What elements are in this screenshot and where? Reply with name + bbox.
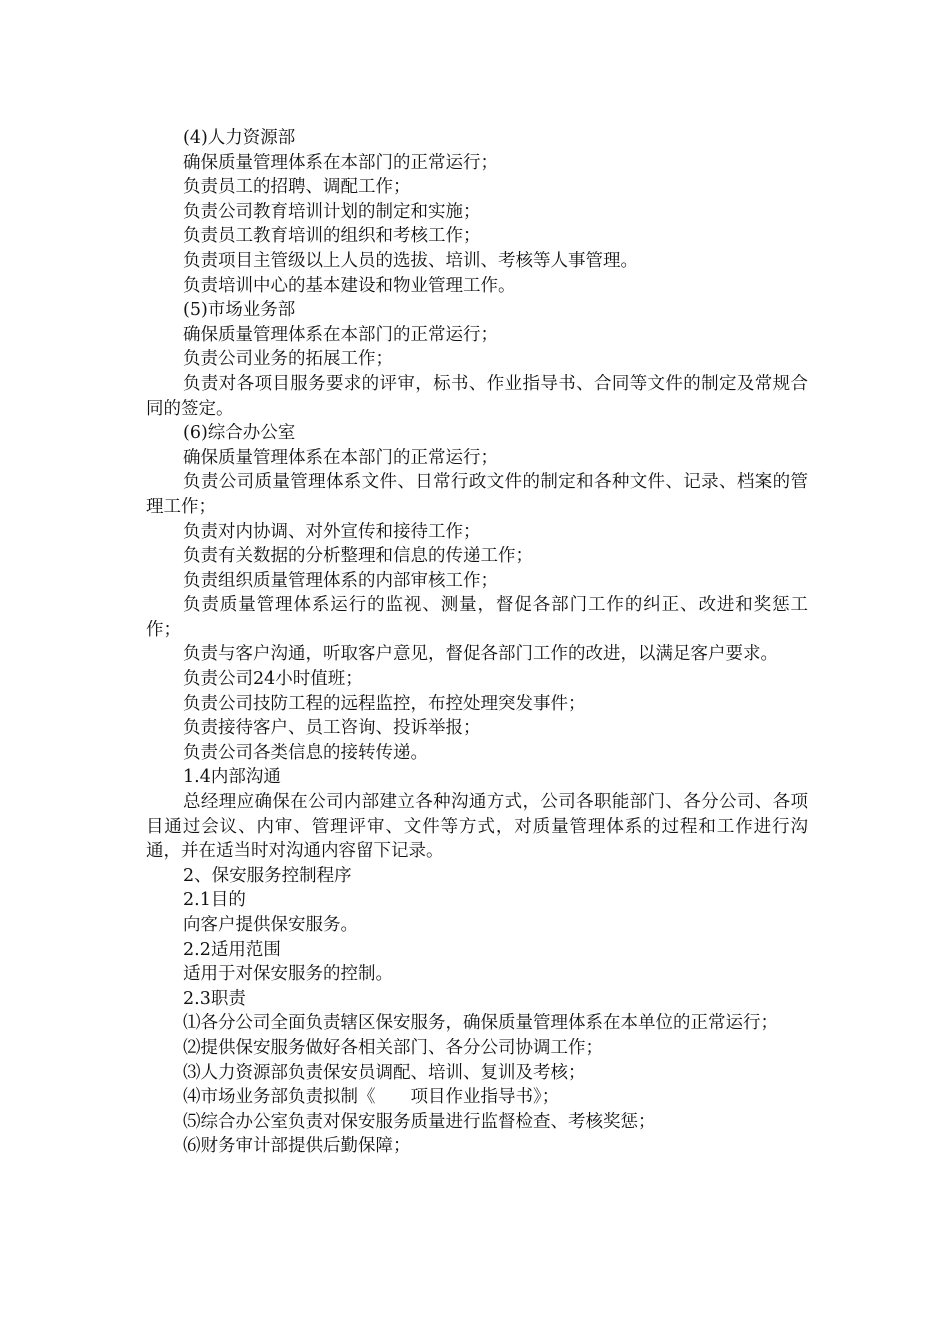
- section-heading-communication: 1.4内部沟通: [183, 767, 281, 788]
- list-item: ⑷市场业务部负责拟制《 项目作业指导书》；: [183, 1087, 560, 1108]
- paragraph: 负责组织质量管理体系的内部审核工作；: [183, 570, 498, 591]
- paragraph: 负责公司教育培训计划的制定和实施；: [183, 201, 481, 222]
- paragraph: 负责质量管理体系运行的监视、测量，督促各部门工作的纠正、改进和奖惩工作；: [146, 595, 808, 640]
- paragraph: 负责对内协调、对外宣传和接待工作；: [183, 521, 481, 542]
- paragraph: 负责公司业务的拓展工作；: [183, 349, 393, 370]
- paragraph: 适用于对保安服务的控制。: [183, 964, 393, 985]
- list-item: ⑶人力资源部负责保安员调配、培训、复训及考核；: [183, 1062, 586, 1083]
- section-heading-hr: (4)人力资源部: [183, 128, 296, 148]
- paragraph: 负责对各项目服务要求的评审，标书、作业指导书、合同等文件的制定及常规合同的签定。: [146, 373, 808, 419]
- document-body: [146, 126, 808, 1159]
- paragraph: 负责项目主管级以上人员的选拔、培训、考核等人事管理。: [183, 250, 638, 271]
- paragraph: 向客户提供保安服务。: [183, 915, 358, 935]
- section-heading-scope: 2.2适用范围: [183, 939, 281, 960]
- paragraph: 负责公司技防工程的远程监控，布控处理突发事件；: [183, 693, 586, 714]
- paragraph: 总经理应确保在公司内部建立各种沟通方式，公司各职能部门、各分公司、各项目通过会议、内审、管理评审、文件等方式，对质量管理体系的过程和工作进行沟通，并在适当时对沟通内容留下记录。: [146, 792, 808, 862]
- paragraph: 负责公司质量管理体系文件、日常行政文件的制定和各种文件、记录、档案的管理工作；: [146, 472, 808, 517]
- section-heading-duties: 2.3职责: [183, 988, 246, 1009]
- list-item: ⑸综合办公室负责对保安服务质量进行监督检查、考核奖惩；: [183, 1111, 656, 1132]
- section-heading-purpose: 2.1目的: [183, 890, 246, 911]
- paragraph: 确保质量管理体系在本部门的正常运行；: [183, 152, 498, 173]
- paragraph: 负责培训中心的基本建设和物业管理工作。: [183, 275, 516, 296]
- section-heading-security-procedure: 2、保安服务控制程序: [183, 865, 352, 886]
- paragraph: 负责接待客户、员工咨询、投诉举报；: [183, 718, 481, 739]
- section-heading-office: (6)综合办公室: [183, 423, 296, 444]
- list-item: ⑹财务审计部提供后勤保障；: [183, 1136, 411, 1157]
- paragraph: 负责公司各类信息的接转传递。: [183, 742, 428, 763]
- list-item: ⑴各分公司全面负责辖区保安服务，确保质量管理体系在本单位的正常运行；: [183, 1013, 778, 1034]
- paragraph: 负责公司24小时值班；: [183, 669, 363, 690]
- paragraph: 确保质量管理体系在本部门的正常运行；: [183, 324, 498, 345]
- paragraph: 负责员工教育培训的组织和考核工作；: [183, 226, 481, 247]
- paragraph: 负责员工的招聘、调配工作；: [183, 177, 411, 198]
- paragraph: 负责与客户沟通，听取客户意见，督促各部门工作的改进，以满足客户要求。: [183, 644, 778, 665]
- paragraph: 负责有关数据的分析整理和信息的传递工作；: [183, 546, 533, 567]
- list-item: ⑵提供保安服务做好各相关部门、各分公司协调工作；: [183, 1037, 603, 1058]
- section-heading-market: (5)市场业务部: [183, 300, 296, 321]
- paragraph: 确保质量管理体系在本部门的正常运行；: [183, 447, 498, 468]
